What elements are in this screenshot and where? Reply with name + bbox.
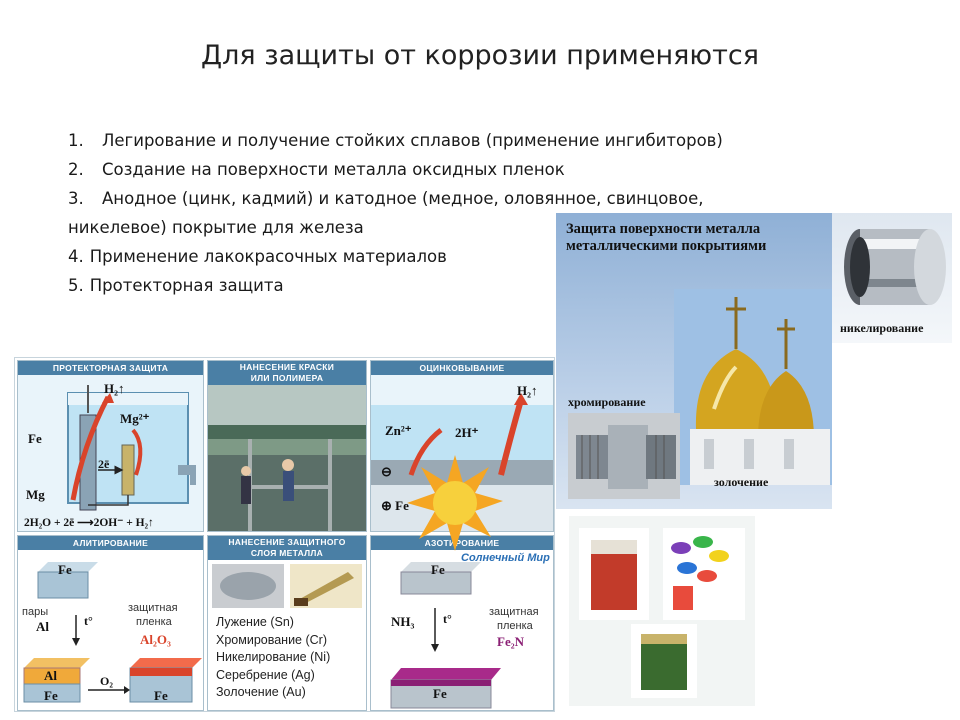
corrosion-poster bbox=[14, 357, 555, 712]
fe-bottom-label: Fe bbox=[433, 686, 447, 701]
electrons-label: 2ē bbox=[98, 457, 110, 471]
list-item: никелевое) покрытие для железа bbox=[68, 218, 364, 237]
list-item: 1. Легирование и получение стойких сплавов (применение ингибиторов) bbox=[68, 131, 723, 150]
film-caption-1: защитная bbox=[489, 606, 539, 618]
paint-cans-illustration bbox=[569, 516, 755, 706]
chrome-caption: хромирование bbox=[568, 395, 646, 409]
watermark-text: Солнечный Мир bbox=[461, 552, 550, 564]
list-item: Серебрение (Ag) bbox=[216, 667, 315, 682]
mg-label: Mg bbox=[26, 487, 45, 502]
gold-caption: золочение bbox=[714, 475, 769, 489]
nh3-label: NH₃ bbox=[391, 614, 415, 629]
panel-title: АЛИТИРОВАНИЕ bbox=[18, 536, 203, 550]
film-caption-2: пленка bbox=[497, 620, 533, 632]
o2-label: O₂ bbox=[100, 674, 113, 688]
nickel-plated-photo bbox=[832, 213, 952, 343]
fe-top-label: Fe bbox=[431, 562, 445, 577]
panel-protector bbox=[17, 360, 204, 532]
temp-label: t° bbox=[84, 614, 93, 628]
zn-ion-label: Zn²⁺ bbox=[385, 423, 412, 438]
film-formula: Fe₂N bbox=[497, 634, 524, 649]
protector-diagram bbox=[18, 375, 204, 532]
gilded-domes-photo bbox=[674, 289, 832, 485]
panel-title: АЗОТИРОВАНИЕ bbox=[371, 536, 553, 550]
list-item: 5. Протекторная защита bbox=[68, 276, 284, 295]
metal-coating-photo-block bbox=[556, 213, 832, 509]
list-item: Золочение (Au) bbox=[216, 685, 306, 699]
sun-logo-icon bbox=[405, 453, 505, 553]
list-item: 2. Создание на поверхности металла оксидных пленок bbox=[68, 160, 565, 179]
panel-title: НАНЕСЕНИЕ ЗАЩИТНОГО СЛОЯ МЕТАЛЛА bbox=[208, 536, 366, 560]
panel-title: НАНЕСЕНИЕ КРАСКИ ИЛИ ПОЛИМЕРА bbox=[208, 361, 366, 385]
slide-title: Для защиты от коррозии применяются bbox=[201, 40, 759, 71]
film-caption-2: пленка bbox=[136, 616, 172, 628]
list-item: Никелирование (Ni) bbox=[216, 650, 331, 664]
coated-parts-photo bbox=[208, 562, 367, 612]
bridge-painting-photo bbox=[208, 385, 367, 532]
list-item: 4. Применение лакокрасочных материалов bbox=[68, 247, 447, 266]
list-item: Хромирование (Cr) bbox=[216, 632, 327, 647]
fe-bottom-label: Fe bbox=[44, 688, 58, 703]
panel-alumin bbox=[17, 535, 204, 711]
coating-methods-list bbox=[216, 614, 330, 702]
metal-coating-title: Защита поверхности металла металлическими покрытиями bbox=[566, 221, 767, 254]
panel-title: ПРОТЕКТОРНАЯ ЗАЩИТА bbox=[18, 361, 203, 375]
film-caption-1: защитная bbox=[128, 602, 178, 614]
plus-fe-label: ⊕ Fe bbox=[381, 498, 409, 513]
nickel-caption: никелирование bbox=[840, 321, 924, 335]
paint-cans-photo bbox=[569, 516, 755, 706]
vapor-label: пары bbox=[22, 606, 49, 618]
list-item: Лужение (Sn) bbox=[216, 615, 294, 629]
h2-label: H₂↑ bbox=[104, 381, 125, 396]
reaction-equation: 2H₂O + 2ē ⟶2OH⁻ + H₂↑ bbox=[24, 517, 154, 529]
film-formula: Al₂O₃ bbox=[140, 632, 171, 647]
al-source-label: Al bbox=[36, 619, 49, 634]
minus-sign: ⊖ bbox=[381, 464, 392, 479]
h2-label: H₂↑ bbox=[517, 383, 538, 398]
panel-metal-layer bbox=[207, 535, 367, 711]
fe-label: Fe bbox=[28, 431, 42, 446]
temp-label: t° bbox=[443, 612, 452, 626]
nickel-cylinder-icon bbox=[838, 219, 946, 317]
fe-top-label: Fe bbox=[58, 562, 72, 577]
mg-ion-label: Mg²⁺ bbox=[120, 411, 150, 426]
panel-paint bbox=[207, 360, 367, 532]
panel-title: ОЦИНКОВЫВАНИЕ bbox=[371, 361, 553, 375]
fe-result-label: Fe bbox=[154, 688, 168, 703]
chrome-fitting-photo bbox=[568, 413, 680, 499]
h-ion-label: 2H⁺ bbox=[455, 425, 479, 440]
list-item: 3. Анодное (цинк, кадмий) и катодное (медное, оловянное, свинцовое, bbox=[68, 189, 704, 208]
al-layer-label: Al bbox=[44, 668, 57, 683]
